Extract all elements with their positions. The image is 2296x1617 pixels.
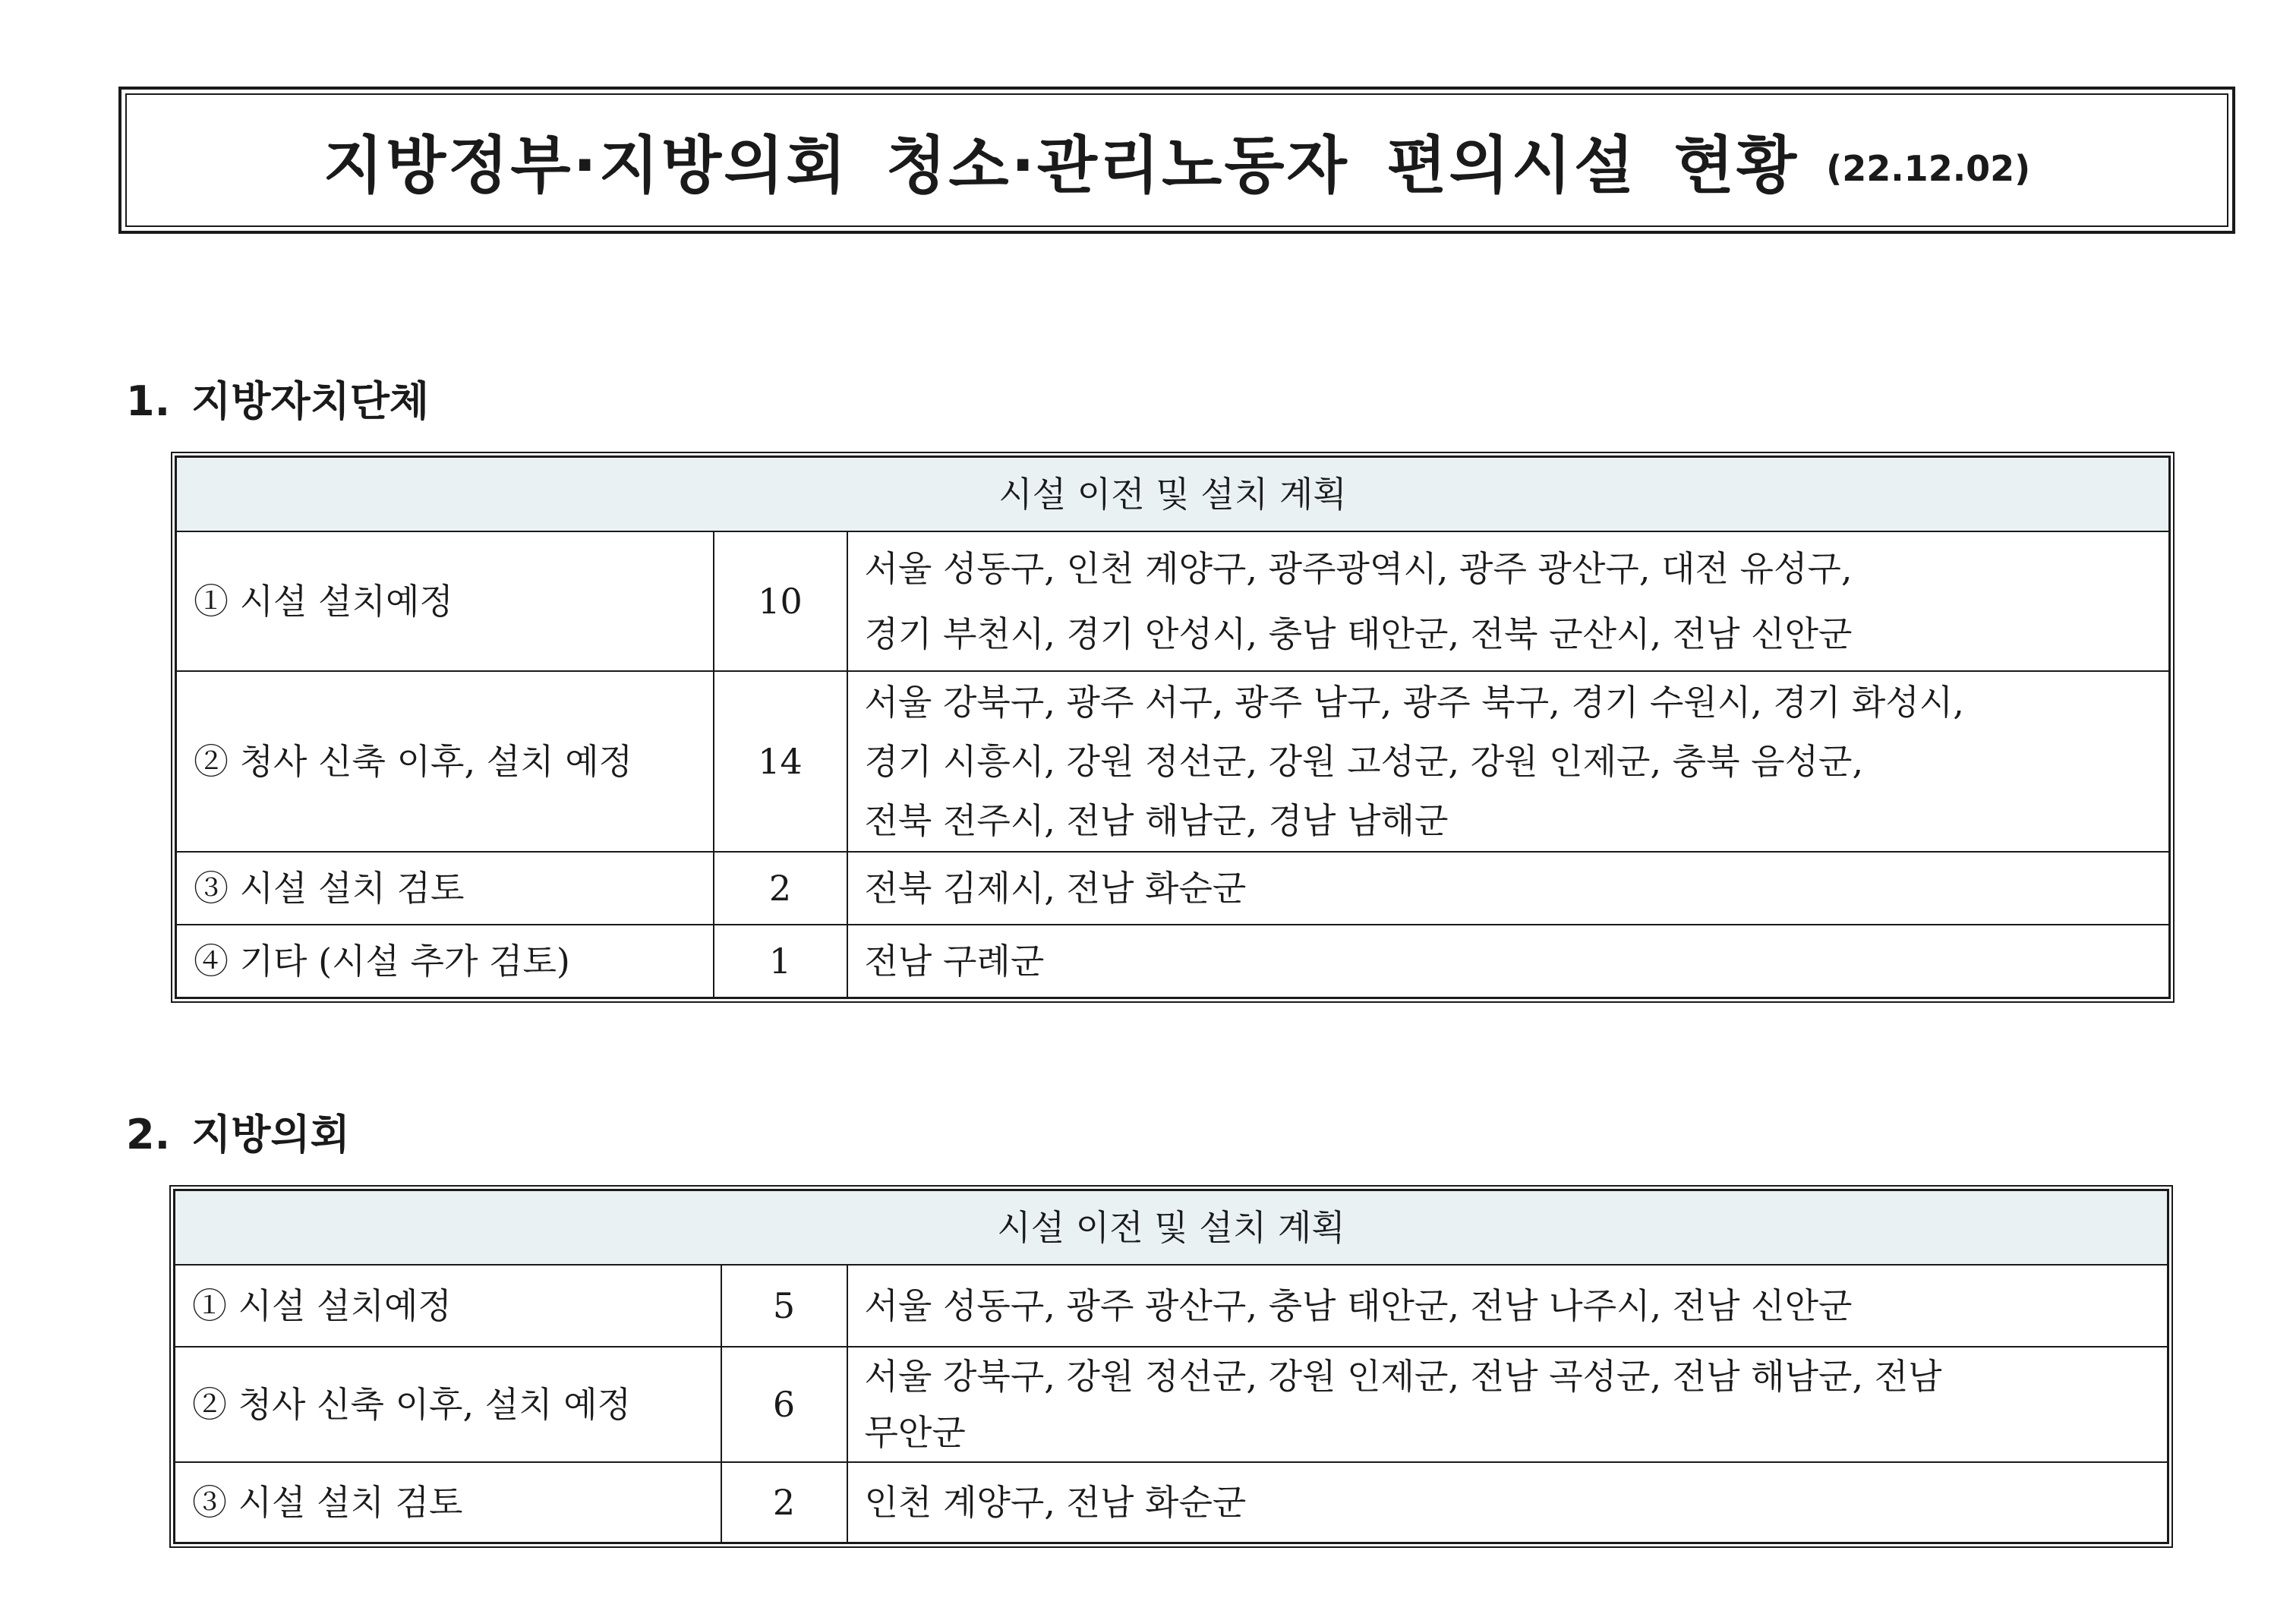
- local-government-plan-table: [175, 455, 2171, 999]
- region-line: 서울 강북구, 광주 서구, 광주 남구, 광주 북구, 경기 수원시, 경기 화성시,: [864, 682, 1964, 723]
- table-row: [176, 671, 2170, 852]
- region-list: [847, 852, 2170, 925]
- section-heading-local-councils: [126, 1102, 350, 1161]
- region-list: [847, 1462, 2168, 1543]
- region-line: 서울 성동구, 광주 광산구, 충남 태안군, 전남 나주시, 전남 신안군: [864, 1285, 1853, 1326]
- table-row: [176, 531, 2170, 671]
- category-label: ① 시설 설치예정: [175, 1265, 721, 1347]
- category-label: ③ 시설 설치 검토: [176, 852, 714, 925]
- document-title: 지방정부·지방의회 청소·관리노동자 편의시설 현황: [323, 129, 1799, 202]
- facility-count: 5: [721, 1265, 847, 1347]
- table-row: [176, 852, 2170, 925]
- region-line: 경기 부천시, 경기 안성시, 충남 태안군, 전북 군산시, 전남 신안군: [864, 613, 1853, 654]
- facility-count: 1: [714, 925, 847, 998]
- region-list: [847, 671, 2170, 852]
- document-title-box: [118, 87, 2235, 234]
- category-label: ② 청사 신축 이후, 설치 예정: [175, 1347, 721, 1462]
- region-list: [847, 925, 2170, 998]
- table-row: [175, 1347, 2168, 1462]
- table-header: 시설 이전 및 설치 계획: [175, 1190, 2168, 1266]
- region-line: 서울 성동구, 인천 계양구, 광주광역시, 광주 광산구, 대전 유성구,: [864, 548, 1853, 589]
- category-label: ① 시설 설치예정: [176, 531, 714, 671]
- facility-count: 14: [714, 671, 847, 852]
- table-header: 시설 이전 및 설치 계획: [176, 457, 2170, 532]
- section-number: 2.: [126, 1111, 171, 1158]
- category-label: ④ 기타 (시설 추가 검토): [176, 925, 714, 998]
- table-row: [176, 925, 2170, 998]
- category-label: ③ 시설 설치 검토: [175, 1462, 721, 1543]
- section-heading-local-governments: [126, 369, 429, 427]
- region-line: 무안군: [864, 1412, 966, 1453]
- region-line: 인천 계양구, 전남 화순군: [864, 1481, 1247, 1523]
- region-list: [847, 531, 2170, 671]
- region-line: 전북 김제시, 전남 화순군: [864, 868, 1247, 909]
- region-line: 서울 강북구, 강원 정선군, 강원 인제군, 전남 곡성군, 전남 해남군, 전남: [864, 1356, 1942, 1397]
- document-date: (22.12.02): [1826, 148, 2031, 189]
- table-row: [175, 1462, 2168, 1543]
- region-line: 경기 시흥시, 강원 정선군, 강원 고성군, 강원 인제군, 충북 음성군,: [864, 741, 1864, 782]
- category-label: ② 청사 신축 이후, 설치 예정: [176, 671, 714, 852]
- region-line: 전남 구례군: [864, 940, 1045, 982]
- facility-count: 2: [714, 852, 847, 925]
- region-line: 전북 전주시, 전남 해남군, 경남 남해군: [864, 800, 1449, 841]
- region-list: [847, 1265, 2168, 1347]
- section-title: 지방의회: [191, 1111, 350, 1158]
- table-header-row: [176, 457, 2170, 532]
- section-title: 지방자치단체: [191, 377, 430, 425]
- local-council-plan-table: [173, 1189, 2169, 1544]
- facility-count: 10: [714, 531, 847, 671]
- facility-count: 6: [721, 1347, 847, 1462]
- table-row: [175, 1265, 2168, 1347]
- facility-count: 2: [721, 1462, 847, 1543]
- region-list: [847, 1347, 2168, 1462]
- table-header-row: [175, 1190, 2168, 1266]
- section-number: 1.: [126, 377, 171, 425]
